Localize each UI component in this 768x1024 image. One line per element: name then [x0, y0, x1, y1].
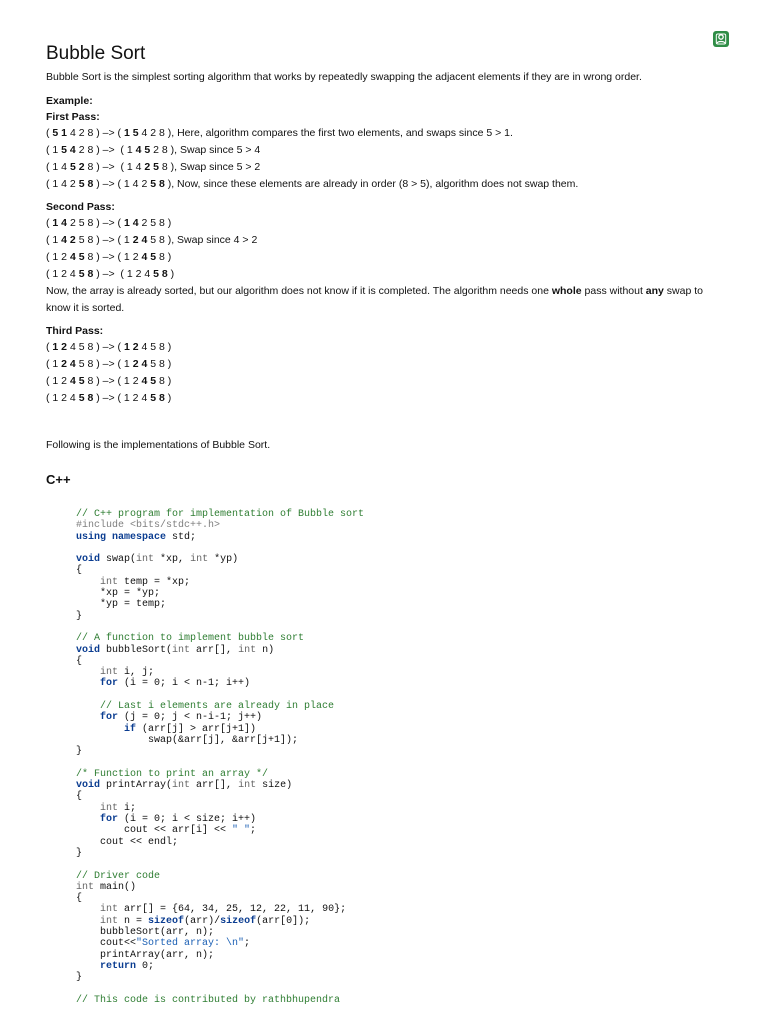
- second-pass-label: Second Pass:: [46, 201, 115, 213]
- pass-line: ( 1 2 4 5 8 ) –> ( 1 2 4 5 8 ): [46, 268, 175, 280]
- pass-line: ( 1 2 4 5 8 ) –> ( 1 2 4 5 8 ): [46, 392, 172, 404]
- pass-line: ( 1 4 2 5 8 ) –> ( 1 4 2 5 8 ), Now, since these elements are already in order (8 > 5), algorithm does not swap them.: [46, 178, 579, 190]
- second-pass-lines: [46, 215, 726, 283]
- pass-line: ( 1 4 5 2 8 ) –> ( 1 4 2 5 8 ), Swap since 5 > 2: [46, 161, 261, 173]
- pass-line: ( 1 2 4 5 8 ) –> ( 1 2 4 5 8 ): [46, 341, 172, 353]
- sorted-note: Now, the array is already sorted, but our algorithm does not know if it is completed. The algorithm needs one whole pass without any swap to know it is sorted.: [46, 285, 703, 314]
- pass-line: ( 1 2 4 5 8 ) –> ( 1 2 4 5 8 ): [46, 251, 172, 263]
- pass-line: ( 5 1 4 2 8 ) –> ( 1 5 4 2 8 ), Here, algorithm compares the first two elements, and swaps since 5 > 1.: [46, 127, 513, 139]
- page-title: Bubble Sort: [46, 43, 146, 64]
- third-pass-label: Third Pass:: [46, 325, 104, 337]
- code-block: // C++ program for implementation of Bubble sort #include <bits/stdc++.h> using namespace std; void swap(int *xp, int *yp) { int temp = *xp; *xp = *yp; *yp = temp; } // A function to implement bubble sort void bubbleSort(int arr[], int n) { int i, j; for (i = 0; i < n-1; i++) // Last i elements are already in place for (j = 0; j < n-i-1; j++) if (arr[j] > arr[j+1]) swap(&arr[j], &arr[j+1]); } /* Function to print an array */ void printArray(int arr[], int size) { int i; for (i = 0; i < size; i++) cout << arr[i] << " "; cout << endl; } // Driver code int main() { int arr[] = {64, 34, 25, 12, 22, 11, 90}; int n = sizeof(arr)/sizeof(arr[0]); bubbleSort(arr, n); cout<<"Sorted array: \n"; printArray(arr, n); return 0; } // This code is contributed by rathbhupendra: [76, 509, 365, 1006]
- pass-line: ( 1 4 2 5 8 ) –> ( 1 4 2 5 8 ): [46, 217, 172, 229]
- third-pass-lines: [46, 339, 726, 407]
- following-text: Following is the implementations of Bubble Sort.: [46, 439, 271, 451]
- pass-line: ( 1 5 4 2 8 ) –> ( 1 4 5 2 8 ), Swap since 5 > 4: [46, 144, 261, 156]
- first-pass-lines: [46, 125, 726, 193]
- pass-line: ( 1 4 2 5 8 ) –> ( 1 2 4 5 8 ), Swap since 4 > 2: [46, 234, 258, 246]
- intro-text: Bubble Sort is the simplest sorting algorithm that works by repeatedly swapping the adjacent elements if they are in wrong order.: [46, 71, 642, 83]
- pass-line: ( 1 2 4 5 8 ) –> ( 1 2 4 5 8 ): [46, 375, 172, 387]
- pass-line: ( 1 2 4 5 8 ) –> ( 1 2 4 5 8 ): [46, 358, 172, 370]
- article: [46, 43, 726, 1006]
- example-label: Example:: [46, 95, 93, 107]
- language-heading: C++: [46, 472, 71, 487]
- first-pass-label: First Pass:: [46, 111, 100, 123]
